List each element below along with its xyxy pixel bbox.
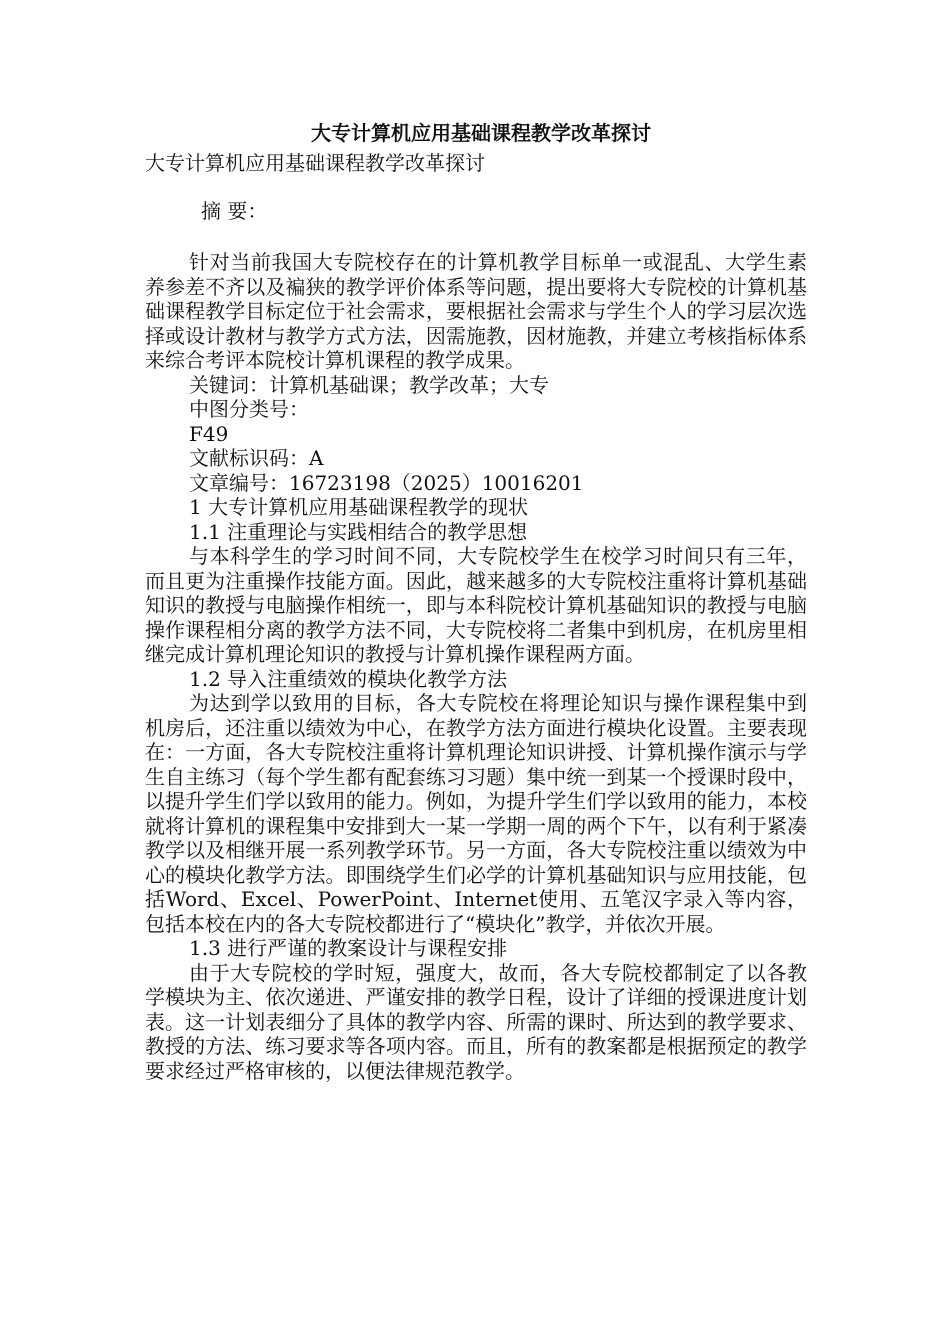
section-1-1-heading: 1.1 注重理论与实践相结合的教学思想 <box>189 519 528 544</box>
abstract-text: 针对当前我国大专院校存在的计算机教学目标单一或混乱、大学生素养参差不齐以及褊狭的教学评价体系等问题，提出要将大专院校的计算机基础课程教学目标定位于社会需求，要根据社会需求与学生个人的学习层次选择或设计教材与教学方式方法，因需施教，因材施教，并建立考核指标体系来综合考评本院校计算机课程的教学成果。 <box>145 250 807 372</box>
section-1-heading: 1 大专计算机应用基础课程教学的现状 <box>189 495 529 519</box>
document-page <box>145 118 807 1083</box>
section-1-3-text: 由于大专院校的学时短，强度大，故而，各大专院校都制定了以各教学模块为主、依次递进、严谨安排的教学日程，设计了详细的授课进度计划表。这一计划表细分了具体的教学内容、所需的课时、所达到的教学要求、教授的方法、练习要求等各项内容。而且，所有的教案都是根据预定的教学要求经过严格审核的，以便法律规范教学。 <box>145 960 807 1083</box>
document-code: 文献标识码：A <box>189 446 324 470</box>
abstract-label: 摘 要： <box>201 199 268 223</box>
keywords-line: 关键词：计算机基础课；教学改革；大专 <box>189 372 549 397</box>
section-1-2-text: 为达到学以致用的目标，各大专院校在将理论知识与操作课程集中到机房后，还注重以绩效为中心，在教学方法方面进行模块化设置。主要表现在：一方面，各大专院校注重将计算机理论知识讲授、计算机操作演示与学生自主练习（每个学生都有配套练习习题）集中统一到某一个授课时段中，以提升学生们学以致用的能力。例如，为提升学生们学以致用的能力，本校就将计算机的课程集中安排到大一某一学期一周的两个下午，以有利于紧凑教学以及相继开展一系列教学环节。另一方面，各大专院校注重以绩效为中心的模块化教学方法。即围绕学生们必学的计算机基础知识与应用技能，包括Word、Excel、PowerPoint、Internet使用、五笔汉字录入等内容，包括本校在内的各大专院校都进行了“模块化”教学，并依次开展。 <box>145 691 807 936</box>
article-number: 文章编号：16723198（2025）10016201 <box>189 470 584 495</box>
clc-label: 中图分类号： <box>189 397 309 421</box>
clc-value: F49 <box>189 421 229 446</box>
section-1-1-text: 与本科学生的学习时间不同，大专院校学生在校学习时间只有三年，而且更为注重操作技能方面。因此，越来越多的大专院校注重将计算机基础知识的教授与电脑操作相统一，即与本科院校计算机基础知识的教授与电脑操作课程相分离的教学方法不同，大专院校将二者集中到机房，在机房里相继完成计算机理论知识的教授与计算机操作课程两方面。 <box>145 544 807 666</box>
document-subtitle: 大专计算机应用基础课程教学改革探讨 <box>145 151 485 175</box>
document-title: 大专计算机应用基础课程教学改革探讨 <box>311 121 651 145</box>
section-1-2-heading: 1.2 导入注重绩效的模块化教学方法 <box>189 666 508 691</box>
section-1-3-heading: 1.3 进行严谨的教案设计与课程安排 <box>189 936 508 960</box>
